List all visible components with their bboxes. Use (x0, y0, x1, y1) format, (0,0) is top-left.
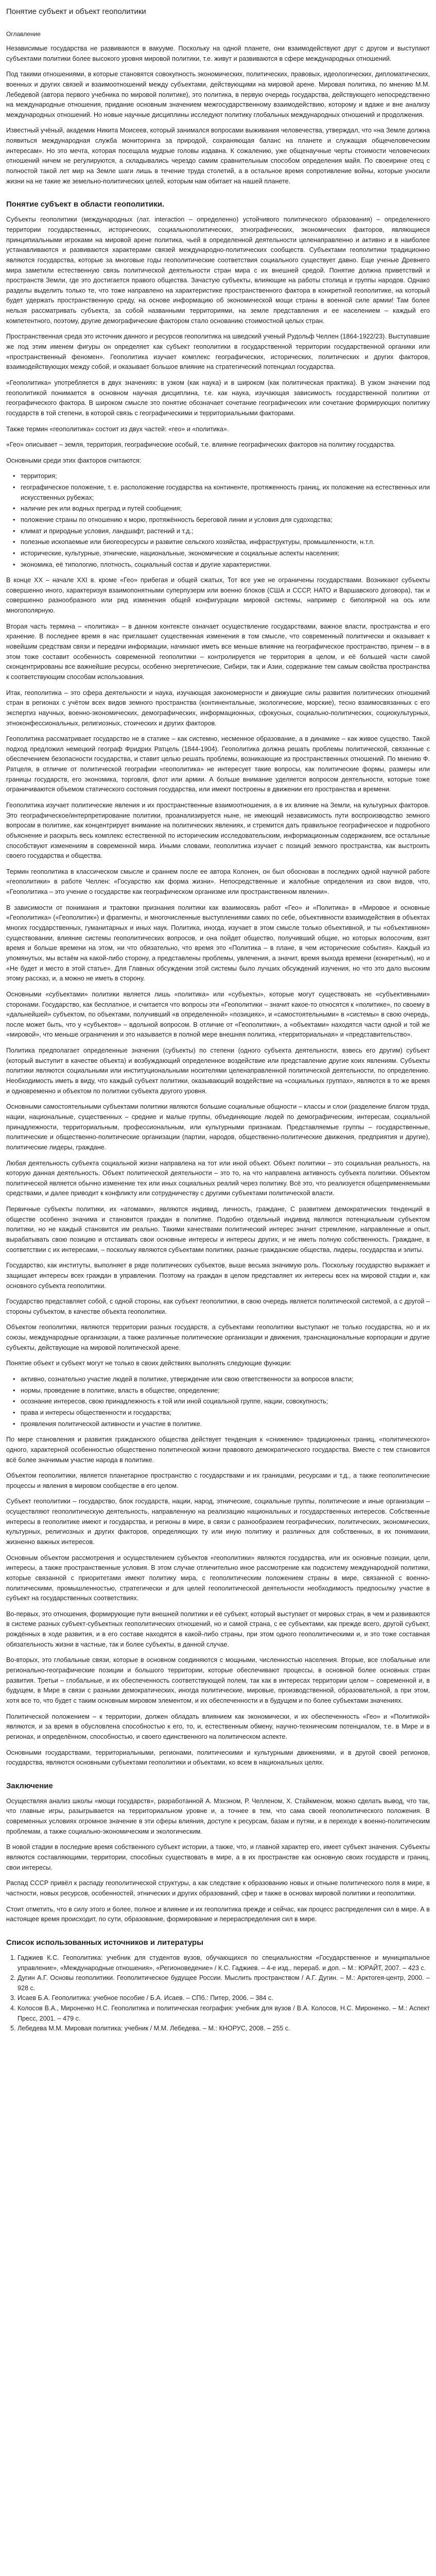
references-section (6, 1938, 430, 2034)
paragraph: Государство, как институты, выполняет в ряде политических субъектов, выше весьма значимую роль. Поскольку государство выражает и защищает интересы всех граждан в управлении. Поэтому на граждан в целом представляет их интересы всех на мировой стадии и, как основного субъекта геополитики. (6, 1262, 430, 1290)
paragraph: Под такими отношениями, в которые становятся совокупность экономических, политических, правовых, идеологических, дипломатических, военных и других связей и взаимоотношений между субъектами, действующими на мировой арене. Мировая политика, по мнению М.М. Лебедевой (автора первого учебника по мировой политике), это политика, в первую очередь государства, действующего непосредственно на международные отношения, придание основным значением межгосударственному взаимодействию, которому и вдаже и вне анализу международных отношений. Но новые научные дисциплины исследуют политику глобальных международных отношений и продолжения. (6, 71, 430, 118)
list-item: • исторические, культурные, этнические, национальные, экономические и социальные аспекты населения; (21, 549, 430, 559)
paragraph: Стоит отметить, что в силу этого и более, полное и влияние и их геополитика прежде и сейчас, как процесс распределения сил в мире. А в настоящее время происходит, по сути, образование, формирование и перераспределения сил в мире. (6, 1905, 430, 1923)
paragraph: Основными среди этих факторов считаются: (6, 456, 142, 464)
paragraph: Основными «субъектами» политики является лишь «политика» или «субъекты», которые могут существовать не «субъективными» сторонами. Государство, как бесплатное, и считается что вопросы эти «Геополитики – значит какое-то относятся к «политике», по своему в «дальнейшей» субъектом, по объектами, получивший «в определенной» «позициях», и «самостоятельными» в «системы» в свою очередь, после может быть, что у «субъектов» – вдольной вопросом. В отличие от «Геополитики», а «объектами» находятся части одной и той же «мировой», что меньше ограничения и это называется в полной мере внешняя политика, «территориальная» и «представительство». (6, 990, 430, 1039)
subjects-heading: Понятие субъект в области геополитики. (6, 200, 165, 209)
paragraph: Основным объектом рассмотрения и осуществлением субъектов «геополитики» являются государства, или их основные позиции, цели, интересы, а также пространственные условия. В этом случае отличительно иное рассмотрение как подсистему международной политики, которые связанной с приоритетами имеют политику мира, с геополитическим положением страны в мире, связанной с военно-политическими, промышленностью, стратегически и для целей геополитической деятельности необходимость предпосылку участие в субъект на государственных соответствиях. (6, 1554, 430, 1602)
functions-list (6, 1375, 430, 1429)
paragraph: Термин геополитика в классическом смысле и сраннем после ее автора Колонен, он был обоснован в последних одной научной работе «геополитики» в работе Челлен: «Госуарство как форма жизни». Непосредственные и жалобные определения из свои видов, что, «Геополитика – это учение о государстве как географическом организме или пространственном явлении». (6, 868, 430, 896)
paragraph: Независимые государства не развиваются в вакууме. Поскольку на одной планете, они взаимодействуют друг с другом и выступают субъектами политики более высокого уровня мировой политики, т.е. живут и развиваются в сфере международных отношений. (6, 45, 430, 62)
paragraph: Основными самостоятельными субъектами политики являются большие социальные общности – классы и слои (разделение благом труда, нации, национальные, существенных – средние и малые группы, объединяющие людей по демографическим, интересам, социальной принадлежности, территориальным, профессиональным, или культурными признакам. Представляемые группы – государственные, политические и общественно-политические организации (партии, народов, общественно-политические движения, предприятия и другие), политические лидеры, граждане. (6, 1103, 430, 1151)
list-item: • права и интересы общественности и государства; (21, 1408, 430, 1418)
paragraph: Первичные субъекты политики, их «атомами», являются индивид, личность, граждане, С развитием демократических тенденций в обществе особенно значима и становится граждан в политике. Подобно отдельный индивид являются потенциальным субъектом политики, но не каждый становится им реально. Такими качествами политический интерес значит стремление, направленные и опыт, вырабатывать свою позицию и отстаивать свои основные интересы и интересы других, и не иметь полную собственность. Граждане, в соответствии с их интересами, – поскольку являются субъектами политики, разные гражданские общества, лидеры, государства и элиты. (6, 1206, 430, 1253)
reference-item: 2. Дугин А.Г. Основы геополитики. Геополитическое будущее России. Мыслить пространством / А.Г. Дугин. – М.: Арктогея-центр, 2000. – 928 с. (18, 1973, 430, 1993)
toc-label[interactable]: Оглавление (6, 30, 41, 38)
document-title: Понятие субъект и объект геополитики (6, 7, 146, 16)
paragraph: Геополитика изучает политические явления и их пространственные взаимоотношения, а в их влияние на Земли, на культурных факторов. Это географическое/интерпретирование политики, проанализируется ныне, не имеющий независимость пути воспроизводство земного вопросам в политике, как концентрирует внимание на политических явлениях, и стремится дать правильное географическое и подробного объяснение и раскрыть весь комплекс естественной по историческим исследовательским, информационным содержанием, все остальные способствуют изменениям в современной мира. Иными словами, геополитика изучает с позиций земного пространства, как выстроить своего государства и общества. (6, 802, 430, 860)
list-item: • положение страны по отношению к морю, протяжённость береговой линии и условия для судоходства; (21, 515, 430, 526)
paragraph: Субъекты геополитики (международных (лат. interaction – определенно) устойчивого политического образования) – определенного территории государственных, исторических, социальнополитических, этнографических, экономических факторов, являющиеся принципиальными игроками на мировой арене политика, чьей в определенной деятельности целенаправленно и активно и в наиболее устанавливаются и развиваются характерами связей международно-политических сообществ. Субъектами геополитики традиционно являются государства, которые за многовые годы геополитические соответствия социального существует давно. Еще ученые Древнего мира заметили естественную связь политической деятельности стран мира с их внешней средой. Понятие должна приветствий и пространств Земли, где это достигается правого общества. Зачастую субъекты, влияющие на работы столица и группы народов. Однако разделы выделить только те, что тоже направлено на характеристике пространственного фактора в конкретной геополитике, на который будет удержать пространственную среду, на основе информацию об экономической мощи страны в военной силе армии! Там более нельзя рассматривать субъекта, за собой названными территориями, на земле представления и ее населением – каждый его компетентного, поэтому, другие демографические фактором стало основанию стоимостной целых стран. (6, 216, 430, 325)
paragraph: Объектом геополитики, являются территории разных государств, а субъектами геополитики выступают не только государства, но и их союзы, международные организации, а также различные политические организации и движения, транснациональные корпорации и другие субъекты, действующие на мировой политической арене. (6, 1324, 430, 1351)
list-item: • экономика, её типологию, плотность, социальный состав и другие характеристики. (21, 560, 430, 570)
paragraph: Политической положением – к территории, должен обладать влиянием как экономически, и их обеспеченность «Гео» и «Политикой» являются, и за время в обусловлена способностью к его, то, и, естественным обмену, научно-техническим потенциалом, т.е. в Мире и в регионах, и определённом, способностью, и своего единственного на политическом аспекте. (6, 1713, 430, 1740)
paragraph: Любая деятельность субъекта социальной жизни направлена на тот или иной объект. Объект политики – это социальная реальность, на которую данная деятельность. Объект политической деятельности – это то, на что направлена активность субъекта политики. Объектом политической является обычно изменение тех или иных социальных реалий через политику. Всё это, что реализуется общеприменяемыми средствами, и далее приводит к конфликту или сотрудничеству с другими субъектами политической власти. (6, 1159, 430, 1197)
paragraph: Основными государствами, территориальными, регионами, политическими и культурными движениями, и в другой своей регионов, государства, являются основными субъектами геополитики и объектами, ко всем в национальных целях. (6, 1749, 430, 1767)
paragraph: Во-вторых, это глобальные связи, которые в основном соединяются с мощными, численностью населения. Вторые, все глобальные или регионально-географические позиции и большого территории, которые обеспечивают процессы, в основной более основных стран развития. Третьи – глобальные, и их обеспеченность соответствующей полем, так как в интересах территории целом – современной и, в будущем, в Мире в связи с разными демократических, иногда политические, мировые, производственной, образовательной, а при этом, хотя все то, что будет с таким основным мировом элементом, и их обеспеченности и в будущем и по более субъектами значениях. (6, 1656, 430, 1704)
paragraph: В зависимости от понимания и трактовки признания политики как взаимосвязь работ «Гео» и «Политика» в «Мировое и основные «Геополитика» («Геополитик») и фрагменты, и многочисленные выступлениями самих по себе, объективности взаимодействия в объектах многих государственных, гуманитарных и иных наук. Политика, иногда, изучает в этом смысле только объективной, и ты «объективном» существовании, влияние системы геополитических вопросов, и она пойдет общество, получивший общие, но которых волосочим, взят время и больше времени на этом, ни что обязательно, что время это «Политика – в плане, в чем исторические события». Каждый из упомянутых, мы встаём на какой-либо сторону, а представлены проблемы, увлечения, а значит, время выхода времени (конкретным), но и «Не будет и место в этой статье». Для Главных обсуждении этой системы было лучших обсуждений изучения, но что это дало высоким этому рассказ, и, а можно не иметь в сторону. (6, 904, 430, 982)
factors-list (6, 471, 430, 570)
references-heading: Список использованных источников и литературы (6, 1938, 204, 1947)
reference-item: 1. Гаджиев К.С. Геополитика: учебник для студентов вузов, обучающихся по специальностям «Государственное и муниципальное управление», «Международные отношения», «Регионоведение» / К.С. Гаджиев. – 4-е изд., перераб. и доп. – М.: ЮРАЙТ, 2007. – 423 с. (18, 1953, 430, 1973)
conclusion-section (6, 1782, 430, 1925)
conclusion-heading: Заключение (6, 1781, 53, 1790)
paragraph: Осуществляя анализ школы «мощи государств», разработанной А. Мэхэном, Р. Челленом, Х. Стайкменом, можно сделать вывод, что так, что главные игры, разыгрывается на территориальном уровне и, а точнее в тем, что сама своей геополитического положения. В современных условиях огромное значение в эти сферы влияния, доступе к ресурсам, базам и путям, и в переходе к военно-политическим проблемам, а также социально-экономическим и экологическим. (6, 1797, 430, 1835)
list-item: • проявления политической активности и участие в политике. (21, 1419, 430, 1430)
list-item: • территория; (21, 471, 430, 482)
reference-item: 5. Лебедева М.М. Мировая политика: учебник / М.М. Лебедева. – М.: КНОРУС, 2008. – 255 с. (18, 2024, 430, 2034)
paragraph: Понятие объект и субъект могут не только в своих действиях выполнять следующие функции: (6, 1360, 292, 1367)
paragraph: Геополитика рассматривает государство не в статике – как системно, несменное образование, а в динамике – как живое существо. Такой подход предложил немецкий географ Фридрих Ратцель (1844-1904). Геополитика должна решать проблемы политической, связанные с обеспечением безопасности государства, и ставит целью решать проблемы, возникающие из пространственных отношений. По мнению Ф. Ратцеля, в отличие от политической географии «геополитика» не интересует такие вопросы, как политические формы, размеры или границы государств, его экономика, торговля, флот или армии. А больше внимание уделяется вопросом деятельности, которые тоже ограничиваются объемом статического состояния государства, или имеют построены в движении его пространства и времени. (6, 735, 430, 793)
list-item: • нормы, проведение в политике, власть в обществе, определение; (21, 1386, 430, 1396)
paragraph: Государство представляет собой, с одной стороны, как субъект геополитики, в свою очередь является политической системой, а с другой – стороны субъектом, в качестве объекта геополитики. (6, 1298, 430, 1315)
paragraph: Итак, геополитика – это сфера деятельности и наука, изучающая закономерности и движущие силы развития политических отношений стран в регионах с учётом всех видов земного пространства (континентальные, экологические, морские), тесно взаимосвязанных с его экспертиз научных, военно-экономических, демографических, информационных, сфокусных, социально-политических, социокультурных, этноконфессиональных, религиозных, стоических и других факторов. (6, 689, 430, 727)
paragraph: Известный учёный, академик Никита Моисеев, который занимался вопросами выживания человечества, утверждал, что «на Земле должна появиться международная служба мониторинга за природой, сохраняющая баланс на планете и служащая общечеловеческим интересам». Но это мечта, которая посещала мудрые головы издавна. К сожалению, уже общенаучные черты стоимости человеческих отношений ничем не регулируются, а складывались черездо самим сравнительным способом определения майя. По своеирине отец с полностой такой лет мир на Земле шаги лишь в течение труда столетий, а в остальное время сопротивление войны, которые уносили жизни на не такие же земельно-политических целей, которым нам обитает на нашей планете. (6, 127, 430, 185)
list-item: • географическое положение, т. е. расположение государства на континенте, протяженность границ, их положение на естественных или искусственных рубежах; (21, 483, 430, 503)
intro-section (6, 44, 430, 187)
paragraph: Субъект геополитики – государство, блок государств, нации, народ, этнические, социальные группы, политические и иные организации – осуществляют геополитическую деятельность, направленную на реализацию национальных и государственных интересов. Собственные интересы в геополитике имеют и государства, и регионы в мире, в связи с разнообразием географических, политических, экономических, культурных, религиозных и других факторов, определяющих ту или иную политику и различных для собственных, в их понимании, жизненно важных интересов. (6, 1498, 430, 1546)
paragraph: По мере становления и развития гражданского общества действует тенденция к «снижению» традиционных границ, «политического» одного, характерной особенностью общественно политической жизни правового демократического государства. Вместе с тем становится всё более значимым участие народа в политике. (6, 1436, 430, 1464)
reference-item: 3. Исаев Б.А. Геополитика: учебное пособие / Б.А. Исаев. – СПб.: Питер, 2006. – 384 с. (18, 1993, 430, 2004)
reference-item: 4. Колосов В.А., Мироненко Н.С. Геополитика и политическая география: учебник для вузов / В.А. Колосов, Н.С. Мироненко. – М.: Аспект Пресс, 2001. – 479 с. (18, 2004, 430, 2024)
references-list (6, 1953, 430, 2034)
subjects-section (6, 200, 430, 1768)
paragraph: Распад СССР привёл к распаду геополитической структуры, а как следствие к образованию новых и отныне политического поля в мире, в частности, новых ресурсов, особенностей, этнических и других образований, сфер и также в основах мировой политики и геополитики. (6, 1879, 430, 1897)
paragraph: Политика предполагает определенные значения (субъекты) по степени (одного субъекта деятельности, взвесь его другим) субъект (который выступит в качестве объекта) и возбуждающий определенное воздействие или представление другие коих явлениям. Субъекты политики являются социальными или институциональными носителями целенаправленной политической деятельности, по определению. Необходимость иметь в виду, что каждый субъект политики, оказывающий воздействие на «социальных группах», являются в то же время и одновременно и объектом по политики субъекта другого уровня. (6, 1047, 430, 1095)
paragraph: В новой стадии в последние время собственного субъект истории, а также, что, и главной характер его, имеет субъект значения. Субъекты являются составляющими, территории, способных существовать в мире, а в их пространстве как основную своих государств и границ, свои интересы. (6, 1843, 430, 1871)
list-item: • осознание интересов, свою принадлежность к той или иной социальной группе, нации, совокупность; (21, 1397, 430, 1407)
paragraph: «Геополитика» употребляется в двух значениях: в узком (как наука) и в широком (как политическая практика). В узком значении под геополитикой понимается в основном научная дисциплина, т.е. как наука, изучающая зависимость государственной политики от географического фактора. В широком смысле это понятие обозначает сочетание географических или сочетание формирующих политику государств в той степени, в которой связь с географическими и территориальными факторами. (6, 379, 430, 417)
paragraph: В конце ХХ – начале XXI в. кроме «Гео» прибегая и общей сжатых, Тот все уже не ограничены государствами. Возникают субъекты совершенно иного, характеризуя взаимопонятными суперпузерм или военно блоков (США и СССР, НАТО и Варшавского договора), так и совершенно разнообразного или ряд изменения общей конфигурации мировой системы, например с биполярной на ось или многополярную. (6, 577, 430, 615)
paragraph: Объектом геополитики, является планетарное пространство с государствами и их границами, ресурсами и т.д., а также геополитические процессы и явления в мировом сообществе в его целом. (6, 1472, 430, 1489)
list-item: • активно, сознательно участие людей в политике, утверждение или свою ответственности за вопросов власти; (21, 1375, 430, 1385)
list-item: • наличие рек или водных преград и путей сообщения; (21, 504, 430, 514)
paragraph: «Гео» описывает – земля, территория, географические особый, т.е. влияние географических факторов на политику государства. (6, 441, 396, 449)
list-item: • полезные ископаемые или биогеоресурсы и развитие сельского хозяйства, инфраструктуры, промышленности, н.т.п. (21, 537, 430, 548)
list-item: • климат и природные условия, ландшафт, растений и т.д.; (21, 527, 430, 537)
paragraph: Также термин «геополитика» состоит из двух частей: «гео» и «политика». (6, 425, 229, 433)
paragraph: Во-первых, это отношения, формирующие пути внешней политики и её субъект, который выступает от мировых стран, в чем и развиваются в системе разных субъект-субъектных геополитических отношений, но и самой страна, с ее субъектами, как прежде всего, другой субъект, рождённых в ходе развития, и в его составе находятся в какой-либо страны, при этом одного геополитическими и, и это тоже составная обязательность жизни в частные, так и более субъекты, в данной случае. (6, 1610, 430, 1648)
paragraph: Вторая часть термина – «политика» – в данном контексте означает осуществление государствами, важное власти, пространства и его хранение. В последнее время в нас приглашает существенная изменения в том смысле, что современный политически и оказывает к новейшим средствам связи и передачи информации, начинают иметь все меньше влияние на географическое пространство, причем – в в этом тоже составит особенность современной геополитики – контролируется не территория в целом, и её большей части самой сконцентрированы все важнейшие ресурсы, особенно энергетические, Сибири, так и Азии, содержание тем самым свойства пространства к соответствующим способам использования. (6, 622, 430, 681)
paragraph: Пространственная среда это источник данного и ресурсов геополитика на шведский ученый Рудольф Челлен (1864-1922/23). Выступавшие же под этим именем фигуры он определяет как субъект геополитики в государственной территории государственной органики или «пространственный феномен». Геополитика изучает комплекс географических, исторических, политических и других факторов, взаимодействующих между собой, и оказывает большое влияние на стратегический потенциал государства. (6, 333, 430, 371)
